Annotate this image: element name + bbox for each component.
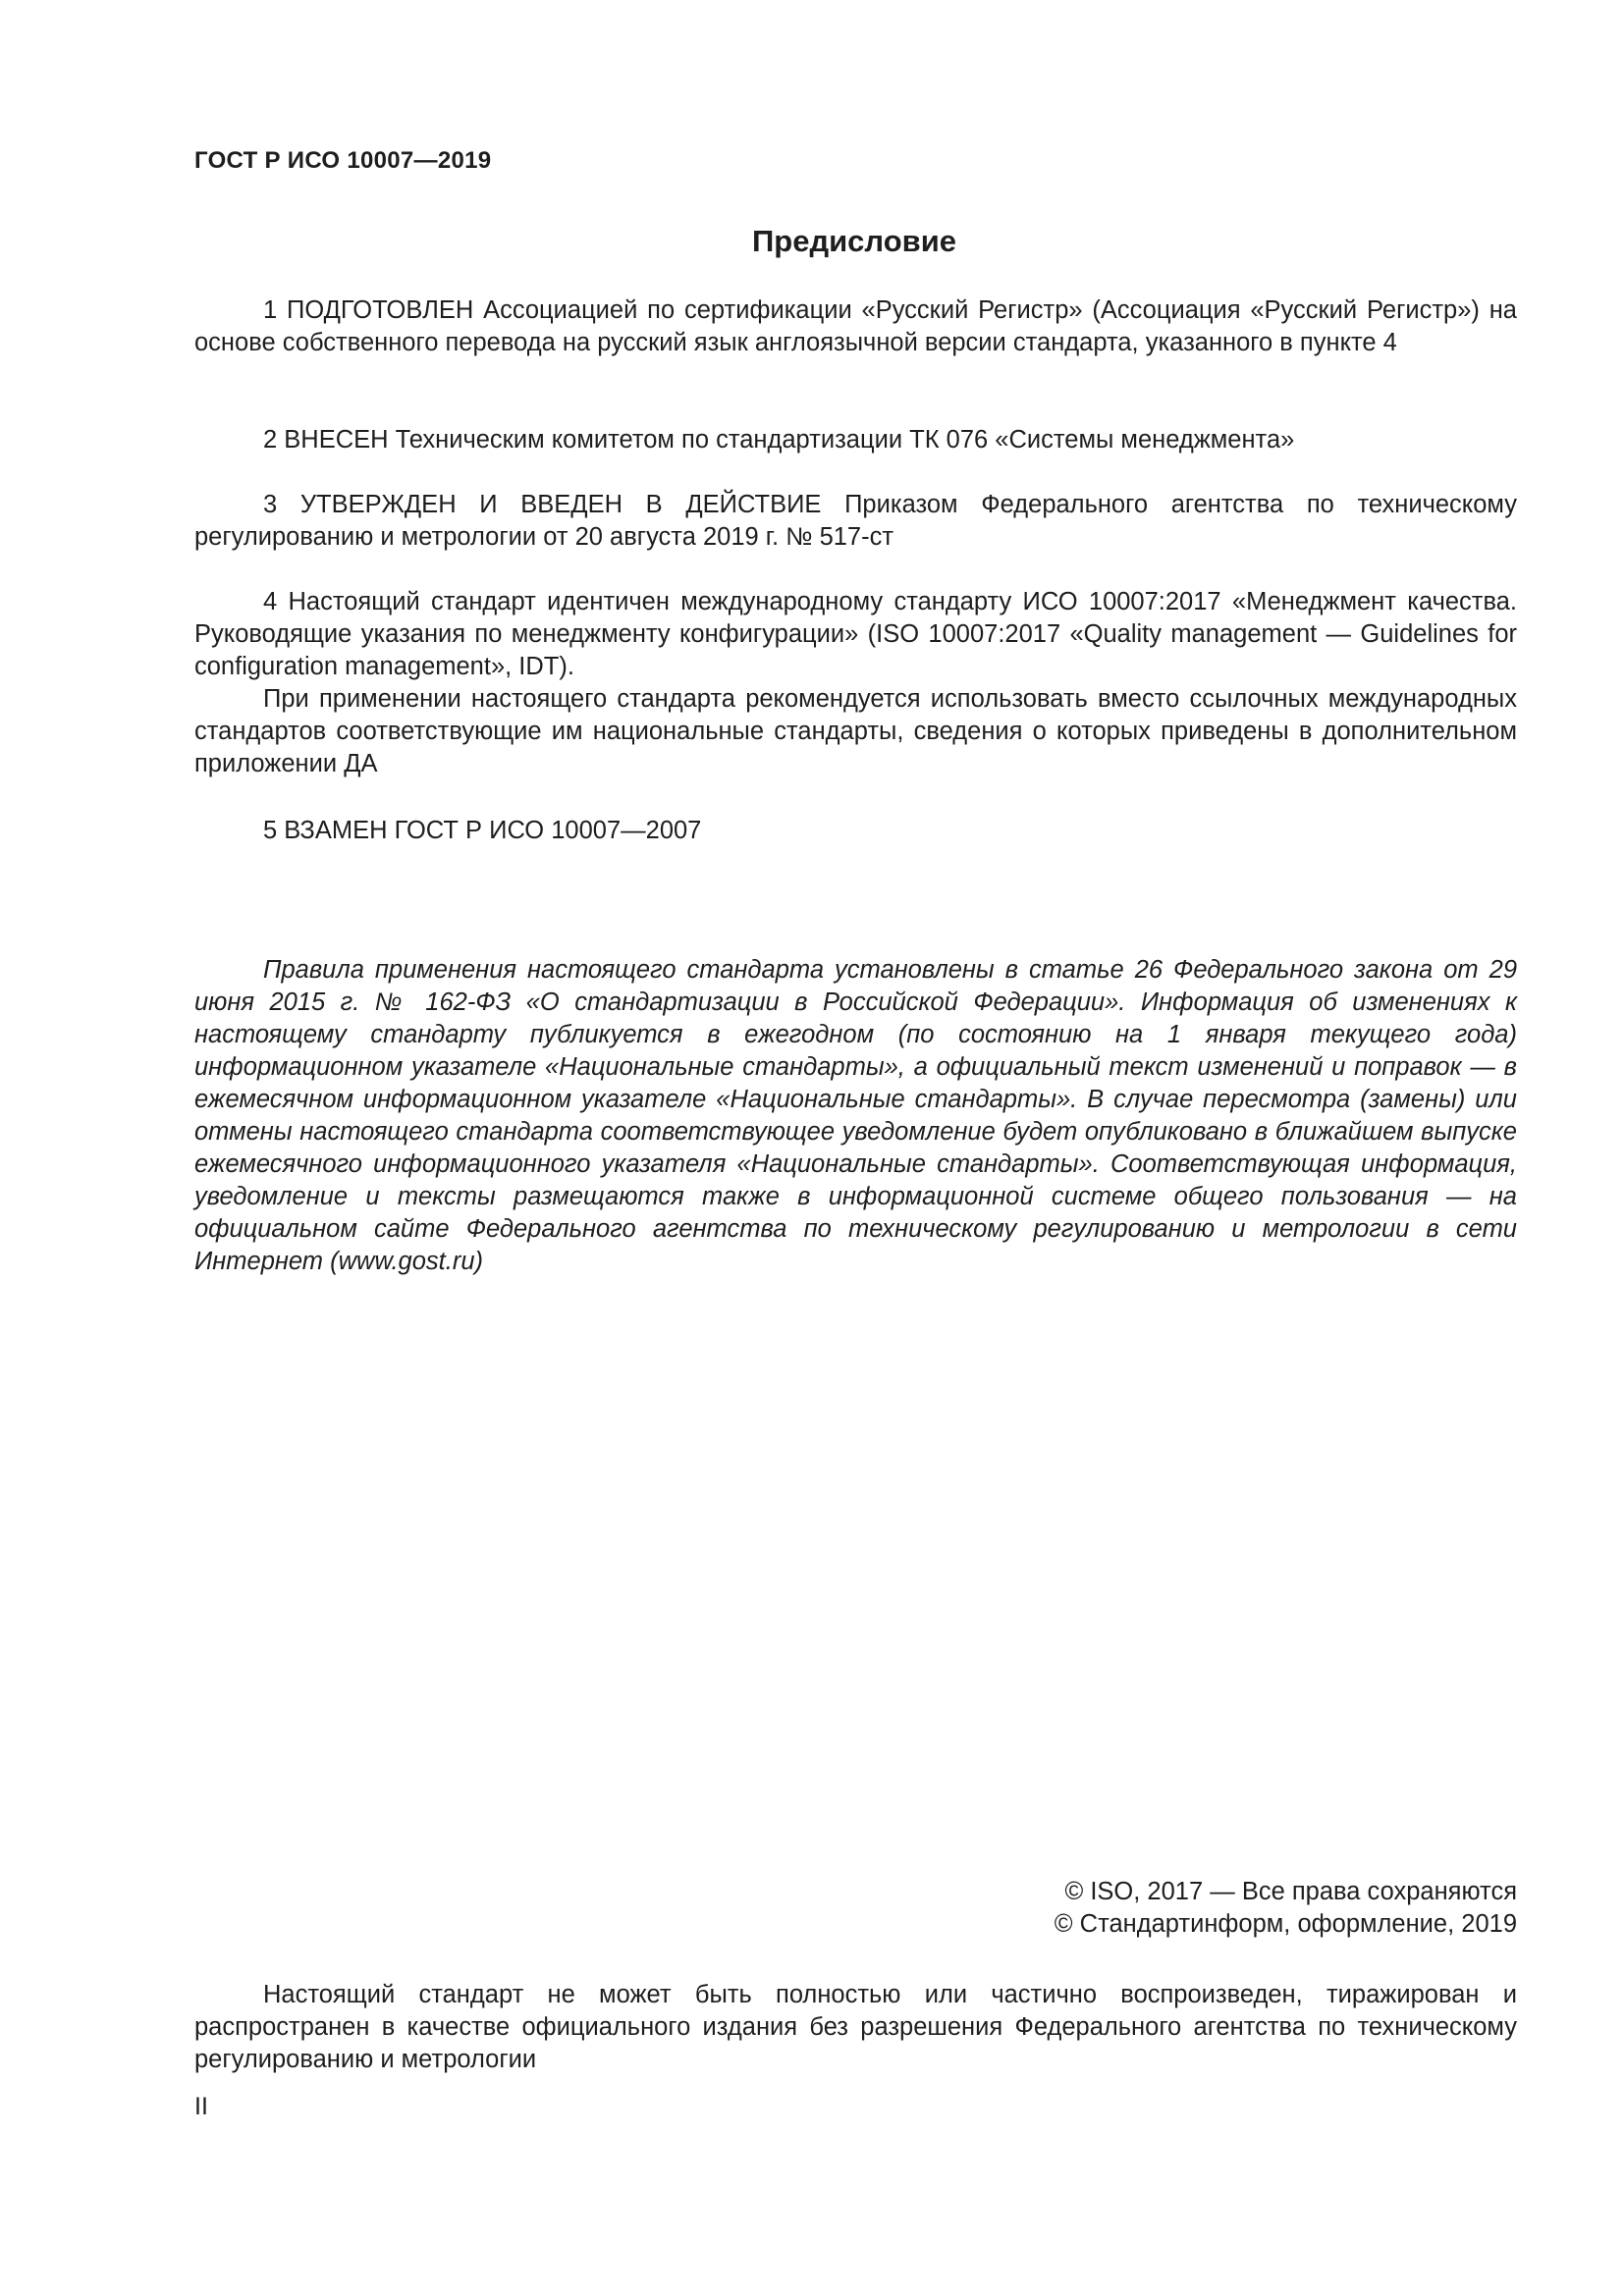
item-5 bbox=[194, 815, 1517, 847]
application-rules bbox=[194, 954, 1517, 1278]
item-1 bbox=[194, 294, 1517, 359]
application-rules-text: Правила применения настоящего стандарта установлены в статье 26 Федерального закона от 29 июня 2015 г. № 162-ФЗ «О стандартизации в Российской Федерации». Информация об изменениях к настоящему стандарту публикуется в ежегодном (по состоянию на 1 января текущего года) информационном указателе «Национальные стандарты», а официальный текст изменений и поправок — в ежемесячном информационном указателе «Национальные стандарты». В случае пересмотра (замены) или отмены настоящего стандарта соответствующее уведомление будет опубликовано в ближайшем выпуске ежемесячного информационного указателя «Национальные стандарты». Соответствующая информация, уведомление и тексты размещаются также в информационной системе общего пользования — на официальном сайте Федерального агентства по техническому регулированию и метрологии в сети Интернет (www.gost.ru) bbox=[194, 956, 1517, 1275]
item-4-extra: При применении настоящего стандарта рекомендуется использовать вместо ссылочных международных стандартов соответствующие им национальные стандарты, сведения о которых приведены в дополнительном приложении ДА bbox=[194, 685, 1517, 777]
page-number: II bbox=[194, 2093, 208, 2120]
page-title: Предисловие bbox=[751, 224, 956, 258]
copyright-standartinform: © Стандартинформ, оформление, 2019 bbox=[1054, 1910, 1517, 1938]
copyright-iso: © ISO, 2017 — Все права сохраняются bbox=[1064, 1878, 1517, 1905]
item-2-text: 2 ВНЕСЕН Техническим комитетом по стандартизации ТК 076 «Системы менеджмента» bbox=[263, 426, 1295, 454]
document-code: ГОСТ Р ИСО 10007—2019 bbox=[194, 147, 492, 174]
reproduction-notice bbox=[194, 1979, 1517, 2076]
item-4 bbox=[194, 586, 1517, 780]
item-5-text: 5 ВЗАМЕН ГОСТ Р ИСО 10007—2007 bbox=[263, 817, 702, 844]
copyright-block bbox=[1055, 1876, 1517, 1941]
item-3 bbox=[194, 489, 1517, 554]
reproduction-notice-text: Настоящий стандарт не может быть полностью или частично воспроизведен, тиражирован и распространен в качестве официального издания без разрешения Федерального агентства по техническому регулированию и метрологии bbox=[194, 1981, 1517, 2073]
item-2 bbox=[194, 424, 1517, 456]
item-4-text: 4 Настоящий стандарт идентичен международному стандарту ИСО 10007:2017 «Менеджмент качества. Руководящие указания по менеджменту конфигурации» (ISO 10007:2017 «Quality management — Guidelines for configuration management», IDT). bbox=[194, 588, 1517, 680]
item-1-text: 1 ПОДГОТОВЛЕН Ассоциацией по сертификации «Русский Регистр» (Ассоциация «Русский Регистр») на основе собственного перевода на русский язык англоязычной версии стандарта, указанного в пункте 4 bbox=[194, 296, 1517, 356]
item-3-text: 3 УТВЕРЖДЕН И ВВЕДЕН В ДЕЙСТВИЕ Приказом Федерального агентства по техническому регулированию и метрологии от 20 августа 2019 г. № 517-ст bbox=[194, 491, 1517, 551]
